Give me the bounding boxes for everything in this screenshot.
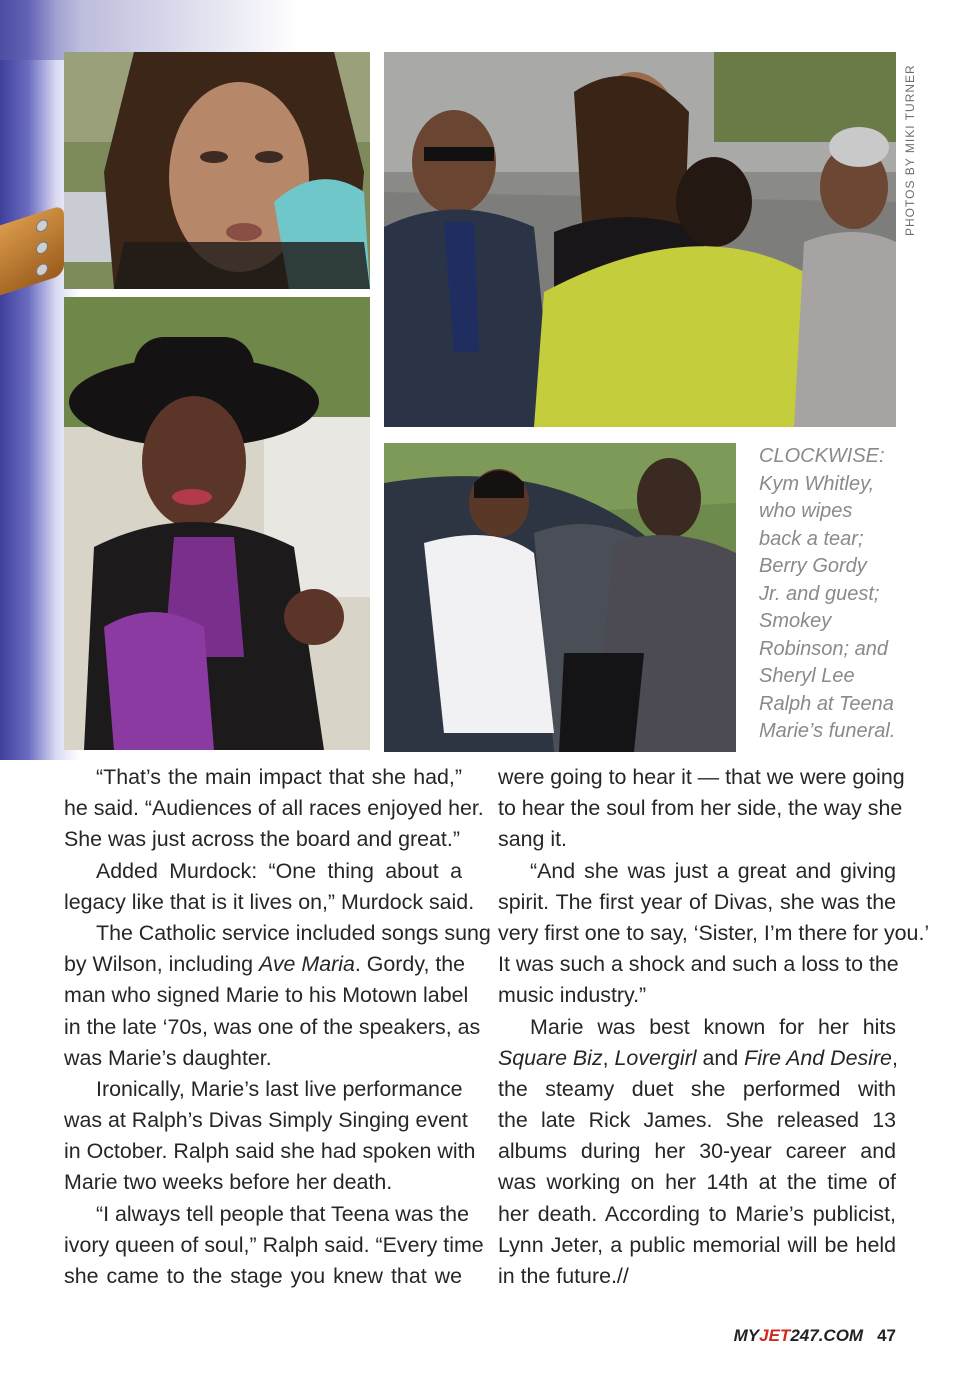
photo-smokey-robinson: [384, 443, 736, 752]
article-line: in October. Ralph said she had spoken with: [64, 1139, 476, 1164]
photo-berry-gordy-and-guest: [384, 52, 896, 427]
caption-line: Sheryl Lee: [759, 665, 855, 687]
article-line: sang it.: [498, 827, 567, 852]
photo-sheryl-lee-ralph: [64, 297, 370, 750]
article-line: “I always tell people that Teena was the: [96, 1201, 469, 1226]
article-line: “That’s the main impact that she had,”: [96, 765, 462, 789]
page-footer: [734, 1326, 896, 1346]
article-line: The Catholic service included songs sung: [96, 920, 491, 945]
caption-line: Jr. and guest;: [759, 582, 880, 605]
footer-site-jet: JET: [759, 1326, 791, 1345]
article-line: Marie two weeks before her death.: [64, 1170, 393, 1195]
photo-kym-whitley: [64, 52, 370, 289]
photo-caption: [759, 443, 909, 746]
article-line: to hear the soul from her side, the way she: [498, 796, 903, 821]
caption-line: Robinson; and: [759, 637, 888, 660]
article-line: albums during her 30-year career and: [498, 1139, 896, 1164]
caption-line: Smokey: [759, 610, 832, 632]
caption-line: CLOCKWISE:: [759, 445, 885, 467]
article-line: It was such a shock and such a loss to the: [498, 952, 899, 977]
article-line: Ironically, Marie’s last live performance: [96, 1076, 463, 1101]
footer-site-rest: 247.COM: [790, 1326, 864, 1345]
article-line: very first one to say, ‘Sister, I’m there for you.’: [498, 920, 930, 945]
article-line: ivory queen of soul,” Ralph said. “Every time: [64, 1232, 484, 1257]
article-line: were going to hear it — that we were going: [498, 765, 905, 789]
article-line: “And she was just a great and giving: [530, 858, 896, 883]
article-line: the late Rick James. She released 13: [498, 1108, 896, 1133]
article-line: spirit. The first year of Divas, she was the: [498, 889, 896, 914]
article-column-2: [498, 762, 930, 1292]
article-line: he said. “Audiences of all races enjoyed her.: [64, 796, 484, 821]
article-line: was Marie’s daughter.: [64, 1045, 272, 1070]
article-line: Marie was best known for her hits: [530, 1014, 896, 1039]
caption-line: Kym Whitley,: [759, 472, 875, 495]
article-line: by Wilson, including Ave Maria. Gordy, the: [64, 952, 466, 977]
caption-line: Ralph at Teena: [759, 692, 894, 715]
article-line: She was just across the board and great.”: [64, 827, 460, 852]
article-line: she came to the stage you knew that we: [64, 1264, 462, 1288]
caption-line: back a tear;: [759, 527, 864, 550]
page-number: 47: [877, 1326, 896, 1345]
article-column-1: [64, 762, 491, 1292]
article-line: legacy like that is it lives on,” Murdock said.: [64, 889, 475, 914]
article-line: Added Murdock: “One thing about a: [96, 858, 462, 883]
article-line: the steamy duet she performed with: [498, 1076, 896, 1101]
article-line: Square Biz, Lovergirl and Fire And Desire,: [498, 1045, 898, 1070]
article-line: music industry.”: [498, 983, 647, 1008]
article-line: Lynn Jeter, a public memorial will be held: [498, 1232, 896, 1257]
article-line: man who signed Marie to his Motown label: [64, 983, 469, 1008]
caption-line: Marie’s funeral.: [759, 720, 896, 742]
caption-line: who wipes: [759, 500, 853, 522]
article-line: in the late ‘70s, was one of the speakers, as: [64, 1014, 481, 1039]
caption-line: Berry Gordy: [759, 555, 867, 577]
article-line: was working on her 14th at the time of: [498, 1170, 896, 1195]
footer-site-my: MY: [733, 1326, 760, 1345]
article-line: was at Ralph’s Divas Simply Singing event: [64, 1108, 468, 1133]
article-line: her death. According to Marie’s publicist,: [498, 1201, 896, 1226]
photo-credit: PHOTOS BY MIKI TURNER: [903, 64, 917, 236]
article-line: in the future.//: [498, 1264, 629, 1288]
